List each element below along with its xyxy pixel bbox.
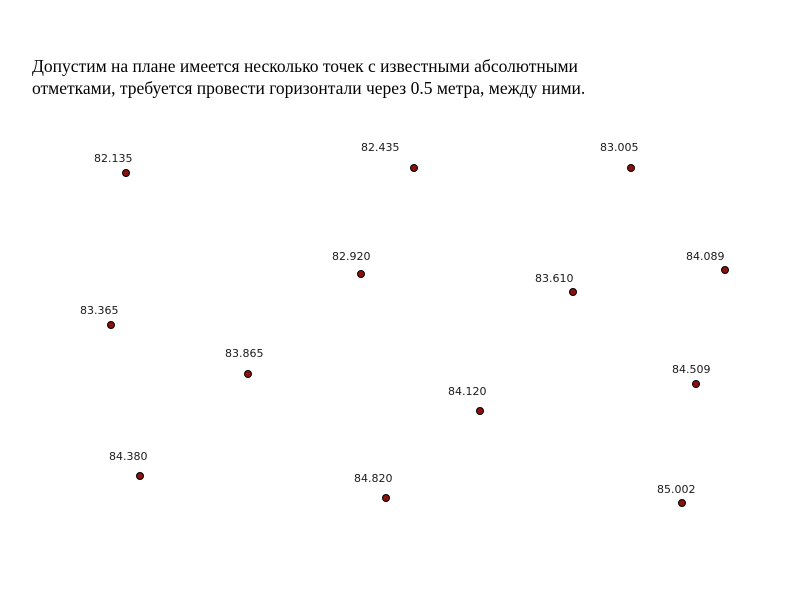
elevation-label-82-135: 82.135 <box>94 152 133 165</box>
survey-point-marker <box>107 321 115 329</box>
survey-point-marker <box>136 472 144 480</box>
survey-point-marker <box>357 270 365 278</box>
survey-point-marker <box>569 288 577 296</box>
survey-point-marker <box>476 407 484 415</box>
survey-point-marker <box>627 164 635 172</box>
elevation-label-83-865: 83.865 <box>225 347 264 360</box>
elevation-label-82-920: 82.920 <box>332 250 371 263</box>
survey-point-marker <box>122 169 130 177</box>
survey-point-marker <box>382 494 390 502</box>
survey-point-marker <box>410 164 418 172</box>
heading-line-2: отметками, требуется провести горизонтали через 0.5 метра, между ними. <box>32 78 586 98</box>
elevation-label-84-380: 84.380 <box>109 450 148 463</box>
elevation-label-85-002: 85.002 <box>657 483 696 496</box>
elevation-label-84-820: 84.820 <box>354 472 393 485</box>
slide-heading <box>32 55 792 99</box>
survey-point-marker <box>692 380 700 388</box>
elevation-label-83-005: 83.005 <box>600 141 639 154</box>
heading-line-1: Допустим на плане имеется несколько точек с известными абсолютными <box>32 56 578 76</box>
elevation-label-82-435: 82.435 <box>361 141 400 154</box>
elevation-label-83-365: 83.365 <box>80 304 119 317</box>
survey-point-marker <box>244 370 252 378</box>
elevation-label-83-610: 83.610 <box>535 272 574 285</box>
elevation-label-84-089: 84.089 <box>686 250 725 263</box>
survey-point-marker <box>678 499 686 507</box>
elevation-label-84-120: 84.120 <box>448 385 487 398</box>
elevation-label-84-509: 84.509 <box>672 363 711 376</box>
survey-point-marker <box>721 266 729 274</box>
